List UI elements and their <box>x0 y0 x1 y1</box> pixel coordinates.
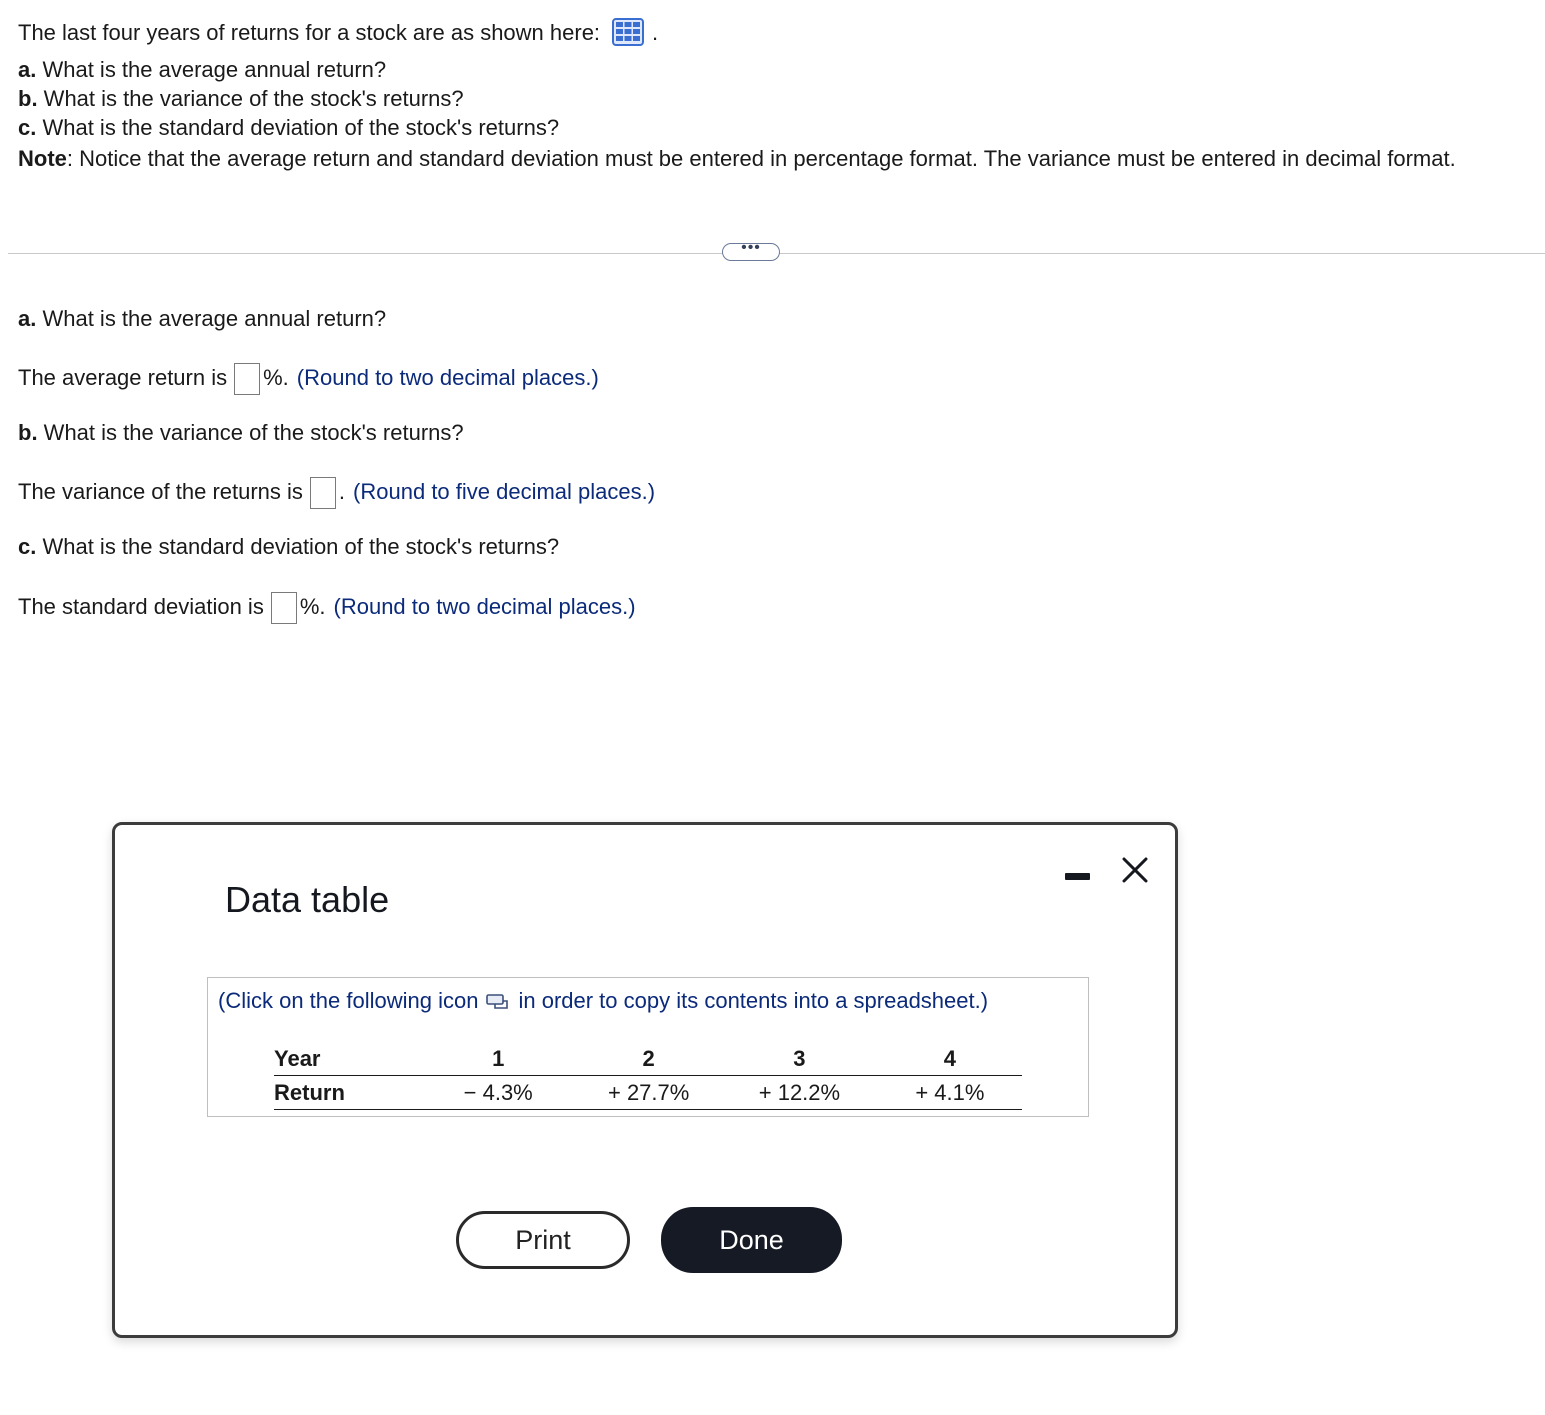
question-intro-line <box>18 18 658 46</box>
return-cell: + 27.7% <box>570 1076 721 1110</box>
answer-c-suffix: %. <box>299 593 326 619</box>
dialog-title: Data table <box>225 879 390 920</box>
return-cell: + 12.2% <box>721 1076 872 1110</box>
answer-a-question <box>18 306 386 332</box>
answer-c-question <box>18 534 559 560</box>
note-label: Note <box>18 146 67 171</box>
answer-a-row <box>18 363 599 395</box>
answer-b-hint: (Round to five decimal places.) <box>353 478 656 504</box>
answer-c-prefix: The standard deviation is <box>18 593 264 619</box>
part-a-text: What is the average annual return? <box>36 57 387 82</box>
year-cell: 1 <box>420 1042 570 1076</box>
expand-more-button[interactable]: ••• <box>722 243 780 261</box>
answer-b-question <box>18 420 464 446</box>
answer-c-letter: c. <box>18 534 37 559</box>
data-table-box <box>207 977 1089 1117</box>
answer-a-question-text: What is the average annual return? <box>36 306 387 331</box>
return-label: Return <box>274 1076 420 1110</box>
minimize-icon <box>1065 873 1090 880</box>
answer-a-suffix: %. <box>263 364 289 390</box>
returns-table <box>274 1042 1022 1110</box>
year-cell: 2 <box>570 1042 721 1076</box>
close-icon <box>1120 855 1150 885</box>
variance-input[interactable] <box>310 477 336 509</box>
table-row-year <box>274 1042 1022 1076</box>
year-label: Year <box>274 1042 420 1076</box>
copy-text-after: in order to copy its contents into a spreadsheet.) <box>518 988 989 1013</box>
question-part-a <box>18 57 386 83</box>
year-cell: 4 <box>872 1042 1022 1076</box>
part-c-letter: c. <box>18 115 37 140</box>
copy-instructions <box>218 988 988 1014</box>
answer-b-row <box>18 477 655 509</box>
part-b-letter: b. <box>18 86 38 111</box>
table-row-return <box>274 1076 1022 1110</box>
answer-b-question-text: What is the variance of the stock's returns? <box>37 420 464 445</box>
answer-c-hint: (Round to two decimal places.) <box>333 593 636 619</box>
note-text: : Notice that the average return and standard deviation must be entered in percentage format. The variance must be entered in decimal format. <box>66 146 1456 171</box>
answer-a-letter: a. <box>18 306 37 331</box>
average-return-input[interactable] <box>234 363 260 395</box>
answer-b-suffix: . <box>338 478 346 504</box>
question-intro: The last four years of returns for a stock are as shown here: <box>18 20 601 45</box>
return-cell: + 4.1% <box>872 1076 1022 1110</box>
answer-c-row <box>18 592 636 624</box>
question-part-b <box>18 86 464 112</box>
intro-period: . <box>652 20 659 45</box>
copy-to-spreadsheet-icon[interactable] <box>486 990 508 1006</box>
print-button[interactable]: Print <box>456 1211 630 1269</box>
data-table-dialog <box>112 822 1178 1338</box>
part-b-text: What is the variance of the stock's returns? <box>37 86 464 111</box>
part-a-letter: a. <box>18 57 37 82</box>
answer-b-letter: b. <box>18 420 38 445</box>
minimize-button[interactable] <box>1065 870 1090 880</box>
return-cell: − 4.3% <box>420 1076 570 1110</box>
year-cell: 3 <box>721 1042 872 1076</box>
answer-a-prefix: The average return is <box>18 364 228 390</box>
answer-b-prefix: The variance of the returns is <box>18 478 303 504</box>
copy-text-before: (Click on the following icon <box>218 988 479 1013</box>
data-table-icon[interactable] <box>612 18 644 46</box>
close-button[interactable] <box>1120 855 1150 885</box>
standard-deviation-input[interactable] <box>271 592 297 624</box>
question-note <box>18 144 1508 173</box>
part-c-text: What is the standard deviation of the stock's returns? <box>36 115 560 140</box>
done-button[interactable]: Done <box>661 1207 842 1273</box>
answer-a-hint: (Round to two decimal places.) <box>296 364 599 390</box>
answer-c-question-text: What is the standard deviation of the stock's returns? <box>36 534 560 559</box>
question-part-c <box>18 115 559 141</box>
